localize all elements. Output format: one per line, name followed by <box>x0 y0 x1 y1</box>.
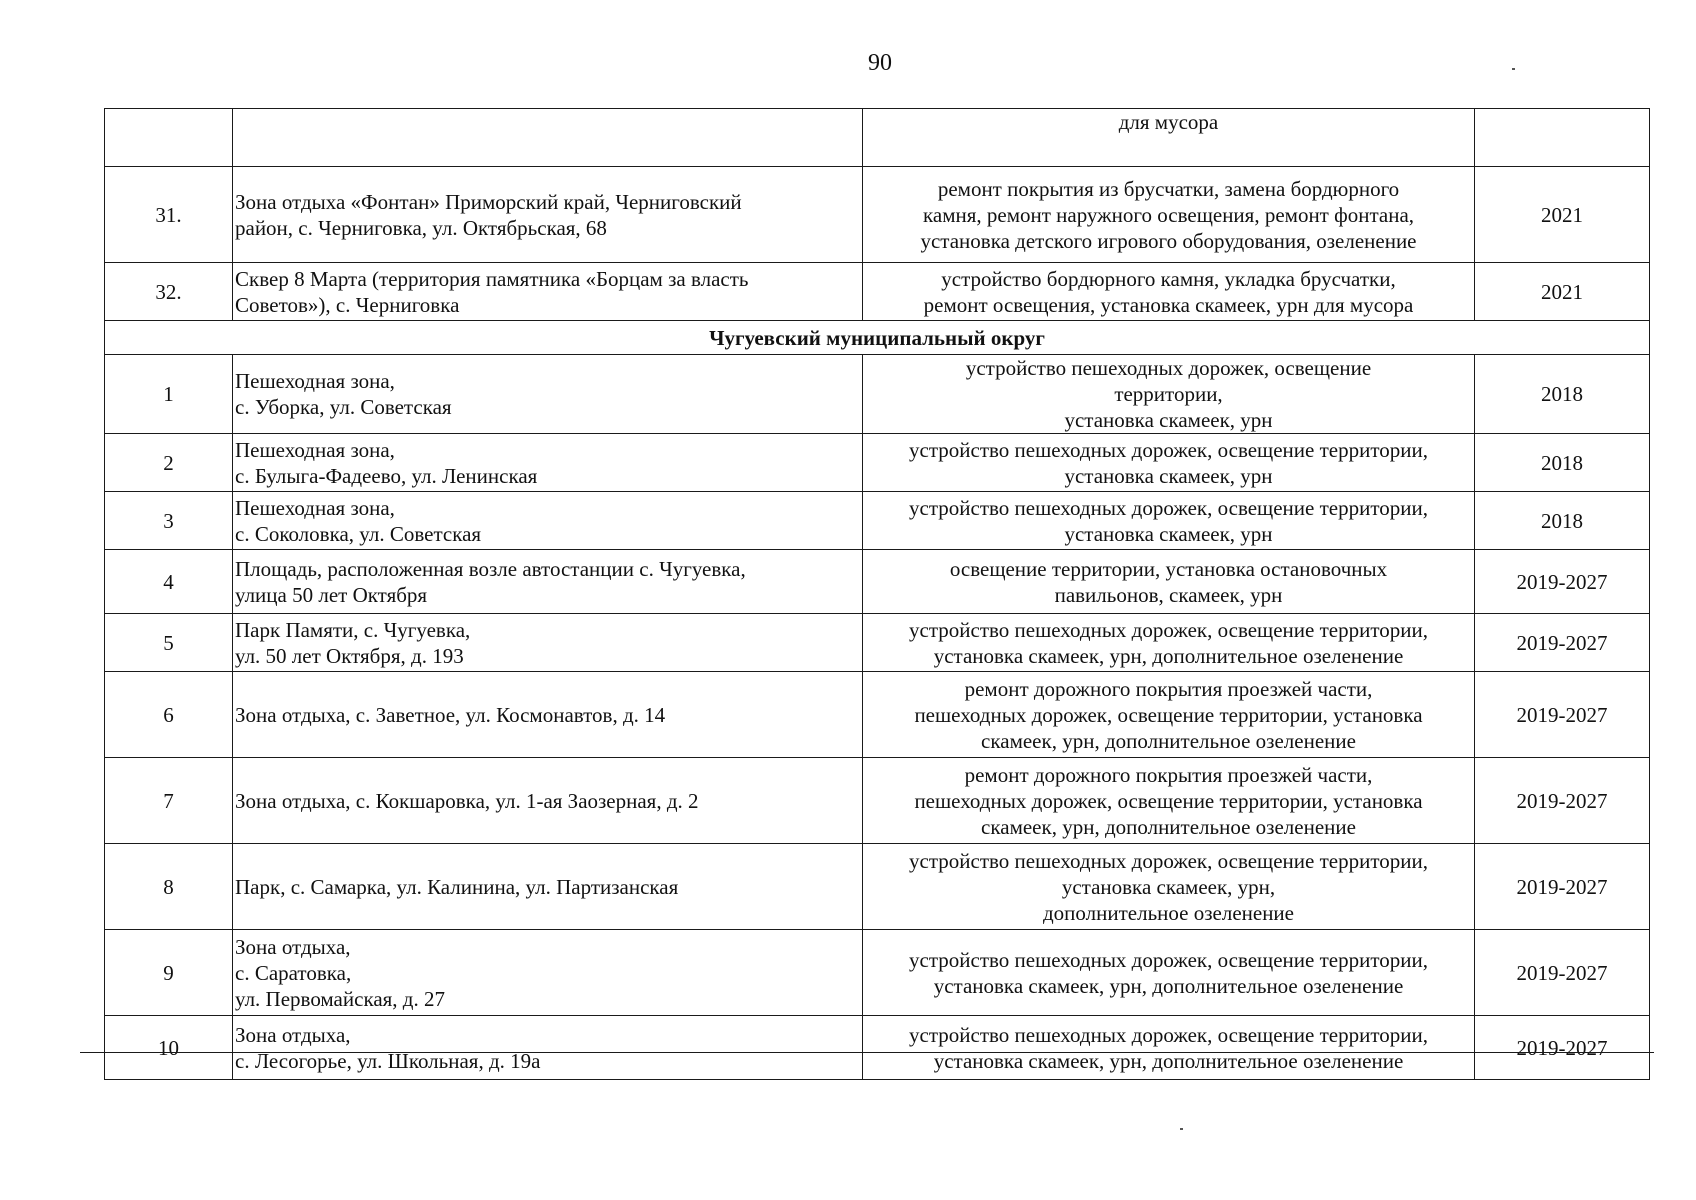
object-name-line: с. Саратовка, <box>235 960 352 985</box>
table-row <box>105 355 1650 434</box>
work-description-line: устройство пешеходных дорожек, освещение территории, <box>909 617 1428 642</box>
implementation-year: 2019-2027 <box>1475 930 1650 1016</box>
work-description <box>863 1016 1475 1080</box>
work-description <box>863 844 1475 930</box>
object-name-line: район, с. Черниговка, ул. Октябрьская, 68 <box>235 215 607 240</box>
work-description <box>863 492 1475 550</box>
page-cut-line <box>80 1052 1654 1053</box>
row-number: 4 <box>105 550 233 614</box>
object-name-line: с. Лесогорье, ул. Школьная, д. 19а <box>235 1048 541 1073</box>
row-number: 6 <box>105 672 233 758</box>
work-description-line: установка скамеек, урн, дополнительное озеленение <box>933 973 1404 998</box>
work-description-line: устройство бордюрного камня, укладка брусчатки, <box>941 266 1396 291</box>
object-name <box>233 263 863 321</box>
work-description-line: установка скамеек, урн, дополнительное озеленение <box>933 1048 1404 1073</box>
section-header-row <box>105 321 1650 355</box>
work-description <box>863 263 1475 321</box>
work-description-line: скамеек, урн, дополнительное озеленение <box>981 728 1356 753</box>
implementation-year: 2021 <box>1475 167 1650 263</box>
object-name-line: Зона отдыха, с. Заветное, ул. Космонавтов, д. 14 <box>235 702 666 727</box>
row-number: 7 <box>105 758 233 844</box>
section-title: Чугуевский муниципальный округ <box>105 321 1650 355</box>
object-name <box>233 492 863 550</box>
table-row <box>105 167 1650 263</box>
implementation-year: 2018 <box>1475 355 1650 434</box>
row-number: 8 <box>105 844 233 930</box>
implementation-year: 2019-2027 <box>1475 844 1650 930</box>
object-name-line: ул. Первомайская, д. 27 <box>235 986 445 1011</box>
work-description-line: устройство пешеходных дорожек, освещение <box>965 356 1372 380</box>
row-number: 9 <box>105 930 233 1016</box>
object-name-line: Пешеходная зона, <box>235 369 395 393</box>
cell-work: для мусора <box>863 109 1475 167</box>
work-description-line: ремонт освещения, установка скамеек, урн для мусора <box>923 292 1414 317</box>
implementation-year: 2021 <box>1475 263 1650 321</box>
object-name-line: Парк Памяти, с. Чугуевка, <box>235 617 471 642</box>
row-number: 1 <box>105 355 233 434</box>
work-description-line: ремонт дорожного покрытия проезжей части, <box>964 676 1373 701</box>
work-description <box>863 930 1475 1016</box>
object-name-line: с. Соколовка, ул. Советская <box>235 521 482 546</box>
object-name-line: с. Уборка, ул. Советская <box>235 395 452 419</box>
work-description-line: камня, ремонт наружного освещения, ремонт фонтана, <box>922 202 1415 227</box>
table-row <box>105 1016 1650 1080</box>
implementation-year: 2019-2027 <box>1475 550 1650 614</box>
work-description <box>863 672 1475 758</box>
object-name-line: Советов»), с. Черниговка <box>235 292 460 317</box>
object-name-line: Площадь, расположенная возле автостанции с. Чугуевка, <box>235 556 746 581</box>
object-name-line: с. Булыга-Фадеево, ул. Ленинская <box>235 463 538 488</box>
work-description-line: освещение территории, установка остановочных <box>949 556 1388 581</box>
continuation-row <box>105 109 1650 167</box>
row-number: 10 <box>105 1016 233 1080</box>
object-name <box>233 614 863 672</box>
object-name <box>233 672 863 758</box>
cell-num <box>105 109 233 167</box>
work-description-line: устройство пешеходных дорожек, освещение территории, <box>909 437 1428 462</box>
row-number: 2 <box>105 434 233 492</box>
work-description-line: ремонт покрытия из брусчатки, замена бордюрного <box>937 176 1400 201</box>
row-number: 31. <box>105 167 233 263</box>
object-name-line: улица 50 лет Октября <box>235 582 428 607</box>
work-description-line: устройство пешеходных дорожек, освещение территории, <box>909 947 1428 972</box>
work-description-line: установка скамеек, урн, <box>1061 874 1276 899</box>
object-name-line: Парк, с. Самарка, ул. Калинина, ул. Партизанская <box>235 874 679 899</box>
table-row <box>105 758 1650 844</box>
table-row <box>105 550 1650 614</box>
row-number: 32. <box>105 263 233 321</box>
table-row <box>105 672 1650 758</box>
work-description-line: установка скамеек, урн <box>1064 463 1273 488</box>
object-name-line: Сквер 8 Марта (территория памятника «Борцам за власть <box>235 266 749 291</box>
implementation-year: 2019-2027 <box>1475 758 1650 844</box>
object-name-line: ул. 50 лет Октября, д. 193 <box>235 643 464 668</box>
object-name-line: Пешеходная зона, <box>235 437 395 462</box>
table-row <box>105 614 1650 672</box>
work-description-line: ремонт дорожного покрытия проезжей части, <box>964 762 1373 787</box>
work-description-line: устройство пешеходных дорожек, освещение территории, <box>909 1022 1428 1047</box>
implementation-year: 2019-2027 <box>1475 1016 1650 1080</box>
scan-speck <box>1180 1128 1183 1130</box>
object-name-line: Зона отдыха «Фонтан» Приморский край, Черниговский <box>235 189 742 214</box>
object-name-line: Пешеходная зона, <box>235 495 395 520</box>
work-description-line: устройство пешеходных дорожек, освещение территории, <box>909 495 1428 520</box>
object-name <box>233 355 863 434</box>
table-row <box>105 434 1650 492</box>
object-name <box>233 844 863 930</box>
work-description-line: территории, <box>1114 382 1223 406</box>
scan-speck <box>1512 68 1515 70</box>
implementation-year: 2019-2027 <box>1475 614 1650 672</box>
table-row <box>105 930 1650 1016</box>
work-description-line: установка скамеек, урн, дополнительное озеленение <box>933 643 1404 668</box>
work-description <box>863 167 1475 263</box>
cell-name <box>233 109 863 167</box>
work-description-line: установка детского игрового оборудования, озеленение <box>920 228 1417 253</box>
object-name <box>233 434 863 492</box>
work-description <box>863 614 1475 672</box>
object-name <box>233 758 863 844</box>
row-number: 3 <box>105 492 233 550</box>
work-description-line: скамеек, урн, дополнительное озеленение <box>981 814 1356 839</box>
work-description <box>863 550 1475 614</box>
work-description-line: установка скамеек, урн <box>1064 408 1273 432</box>
object-name <box>233 550 863 614</box>
implementation-year: 2018 <box>1475 492 1650 550</box>
work-description <box>863 434 1475 492</box>
page-number: 90 <box>868 50 892 76</box>
work-description <box>863 758 1475 844</box>
work-description-line: установка скамеек, урн <box>1064 521 1273 546</box>
table-row <box>105 844 1650 930</box>
table-row <box>105 492 1650 550</box>
implementation-year: 2019-2027 <box>1475 672 1650 758</box>
work-description-line: пешеходных дорожек, освещение территории, установка <box>914 702 1423 727</box>
object-name <box>233 1016 863 1080</box>
object-name-line: Зона отдыха, <box>235 1022 351 1047</box>
table-row <box>105 263 1650 321</box>
improvement-table <box>104 108 1650 1080</box>
object-name <box>233 930 863 1016</box>
row-number: 5 <box>105 614 233 672</box>
cell-year <box>1475 109 1650 167</box>
work-description-line: павильонов, скамеек, урн <box>1054 582 1283 607</box>
object-name-line: Зона отдыха, с. Кокшаровка, ул. 1-ая Заозерная, д. 2 <box>235 788 699 813</box>
object-name-line: Зона отдыха, <box>235 934 351 959</box>
object-name <box>233 167 863 263</box>
table-body <box>105 109 1650 1080</box>
implementation-year: 2018 <box>1475 434 1650 492</box>
work-description-line: устройство пешеходных дорожек, освещение территории, <box>909 848 1428 873</box>
work-description-line: дополнительное озеленение <box>1043 900 1294 925</box>
work-description <box>863 355 1475 434</box>
work-description-line: пешеходных дорожек, освещение территории, установка <box>914 788 1423 813</box>
